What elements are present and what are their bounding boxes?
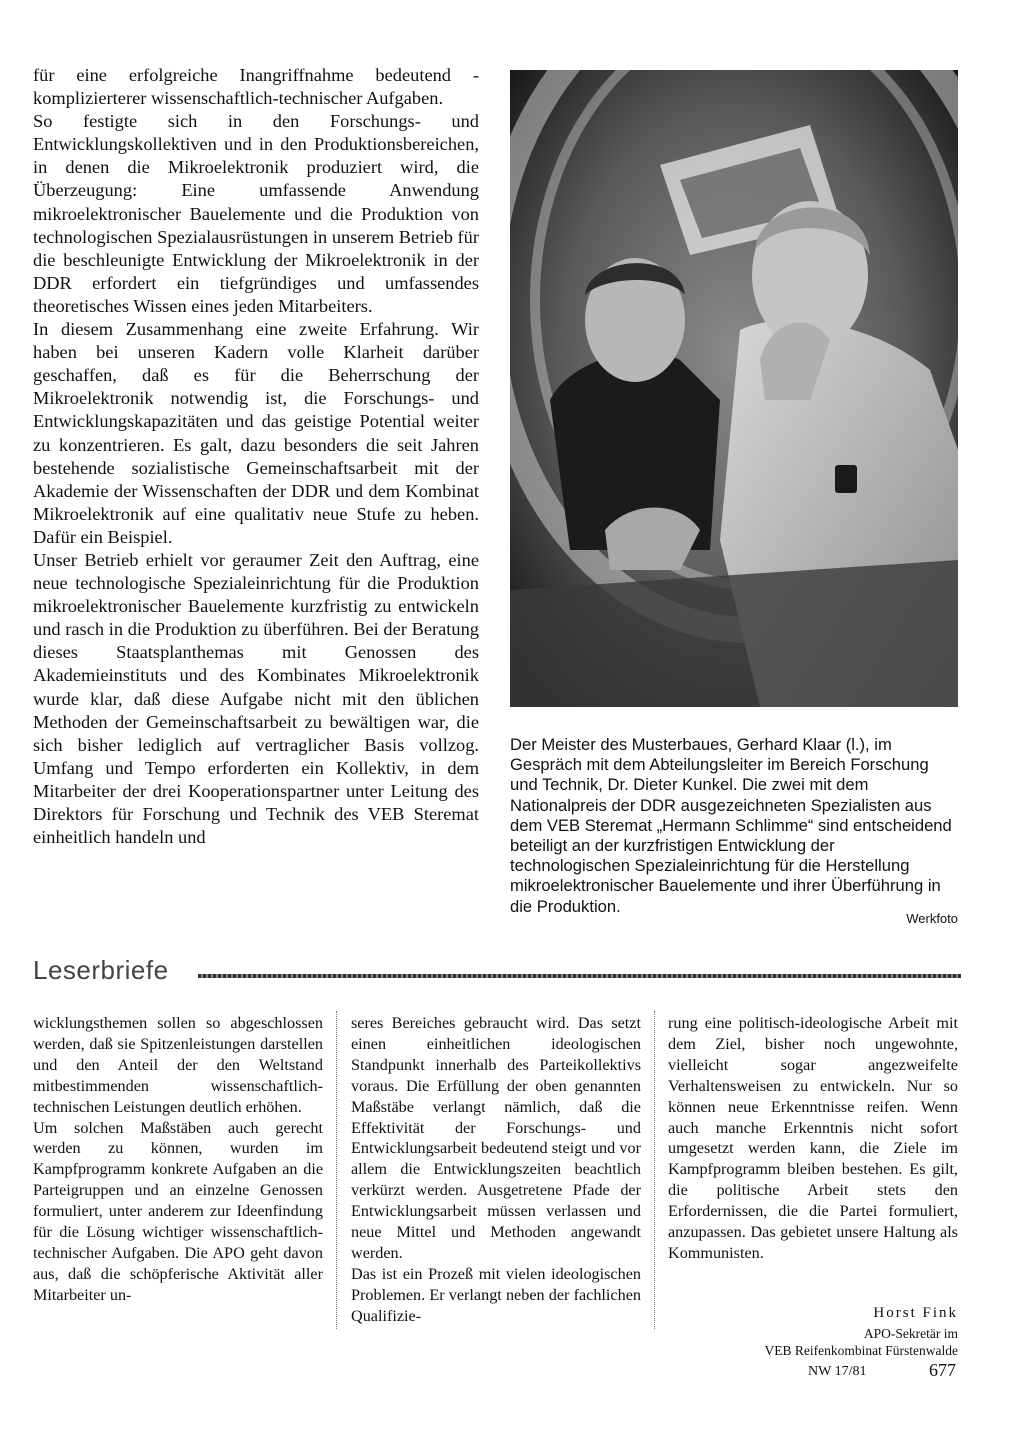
- author-role-line: VEB Reifenkombinat Fürstenwalde: [764, 1343, 958, 1358]
- column-divider: [654, 1011, 655, 1329]
- photo-two-specialists: [510, 70, 958, 707]
- author-name: Horst Fink: [873, 1305, 958, 1321]
- section-title: Leserbriefe: [33, 955, 169, 985]
- letter-paragraph: rung eine politisch-ideologische Arbeit mit dem Ziel, bisher noch ungewohnte, vielleicht sogar angezweifelte Verhaltensweisen zu entwickeln. Nur so können neue Erkenntnisse reifen. Wenn auch manche Erkenntnis nicht sofort umgesetzt werden kann, die Ziele im Kampfprogramm bleiben bestehen. Es gilt, die politische Arbeit stets den Erfordernissen, die die Partei formuliert, anzupassen. Das gebietet unsere Haltung als Kommunisten.: [668, 1014, 958, 1262]
- photo-illustration: [510, 70, 958, 707]
- letter-paragraph: Um solchen Maßstäben auch gerecht werden zu können, wurden im Kampfprogramm konkrete Aufgaben an die Parteigruppen und an einzelne Genossen formuliert, unter anderem zur Ideenfindung für die Lösung wichtiger wissenschaftlich-technischer Aufgaben. Die APO geht davon aus, daß die schöpferische Aktivität aller Mitarbeiter un-: [33, 1118, 323, 1304]
- letter-paragraph: seres Bereiches gebraucht wird. Das setzt einen einheitlichen ideologischen Standpunkt innerhalb des Parteikollektivs voraus. Die Erfüllung der oben genannten Maßstäbe verlangt nämlich, daß die Effektivität der Forschungs- und Entwicklungsarbeit bedeutend steigt und vor allem die Entwicklungszeiten beachtlich verkürzt werden. Ausgetretene Pfade der Entwicklungsarbeit müssen verlassen und neue Mittel und Methoden angewandt werden.: [351, 1014, 641, 1262]
- author-role: [765, 1325, 958, 1359]
- letter-paragraph: wicklungsthemen sollen so abgeschlossen werden, daß sie Spitzenleistungen darstellen und den Anteil der den Weltstand mitbestimmenden wissenschaftlich-technischen Leistungen deutlich erhöhen.: [33, 1014, 323, 1116]
- letter-paragraph: Das ist ein Prozeß mit vielen ideologischen Problemen. Er verlangt neben der fachlichen Qualifizie-: [351, 1264, 641, 1325]
- article-paragraph: Unser Betrieb erhielt vor geraumer Zeit den Auftrag, eine neue technologische Spezialeinrichtung für die Produktion mikroelektronischer Bauelemente kurzfristig zu entwickeln und rasch in die Produktion zu überführen. Bei der Beratung dieses Staatsplanthemas mit Genossen des Akademieinstituts und des Kombinates Mikroelektronik wurde klar, daß diese Aufgabe nicht mit den üblichen Methoden der Gemeinschaftsarbeit zu bewältigen war, die sich bisher lediglich auf vertraglicher Basis vollzog. Umfang und Tempo erforderten ein Kollektiv, in dem Mitarbeiter der drei Kooperationspartner unter Leitung des Direktors für Forschung und Technik des VEB Steremat einheitlich handeln und: [33, 549, 479, 848]
- article-paragraph: für eine erfolgreiche Inangriffnahme bedeutend -komplizierterer wissenschaftlich-technischer Aufgaben.: [33, 65, 479, 109]
- letter-column-3: [668, 1013, 958, 1264]
- author-role-line: APO-Sekretär im: [863, 1326, 958, 1341]
- article-paragraph: In diesem Zusammenhang eine zweite Erfahrung. Wir haben bei unseren Kadern volle Klarheit darüber geschaffen, daß es für die Beherrschung der Mikroelektronik notwendig ist, die Forschungs- und Entwicklungskapazitäten und das geistige Potential weiter zu konzentrieren. Es galt, dazu besonders die seit Jahren bestehende sozialistische Gemeinschaftsarbeit mit der Akademie der Wissenschaften der DDR und dem Kombinat Mikroelektronik auf eine qualitativ neue Stufe zu heben. Dafür ein Beispiel.: [33, 319, 479, 547]
- column-divider: [336, 1011, 337, 1329]
- article-paragraph: So festigte sich in den Forschungs- und Entwicklungskollektiven und in den Produktionsbereichen, in denen die Mikroelektronik produziert wird, die Überzeugung: Eine umfassende Anwendung mikroelektronischer Bauelemente und die Produktion von technologischen Spezialausrüstungen in unserem Betrieb für die beschleunigte Entwicklung der Mikroelektronik in der DDR erfordert ein tiefgründiges und umfassendes theoretisches Wissen eines jeden Mitarbeiters.: [33, 111, 479, 316]
- article-column: [33, 64, 479, 849]
- issue-label: NW 17/81: [808, 1364, 867, 1379]
- section-divider: [198, 974, 961, 978]
- letter-column-2: [351, 1013, 641, 1327]
- page-number: 677: [929, 1360, 956, 1380]
- photo-credit: Werkfoto: [906, 911, 958, 926]
- photo-caption: Der Meister des Musterbaues, Gerhard Klaar (l.), im Gespräch mit dem Abteilungsleiter im Bereich Forschung und Technik, Dr. Dieter Kunkel. Die zwei mit dem Nationalpreis der DDR ausgezeichneten Spezialisten aus dem VEB Steremat „Hermann Schlimme“ sind entscheidend beteiligt an der kurzfristigen Entwicklung der technologischen Spezialeinrichtung für die Herstellung mikroelektronischer Bauelemente und ihrer Überführung in die Produktion.: [510, 735, 952, 916]
- letter-column-1: [33, 1013, 323, 1306]
